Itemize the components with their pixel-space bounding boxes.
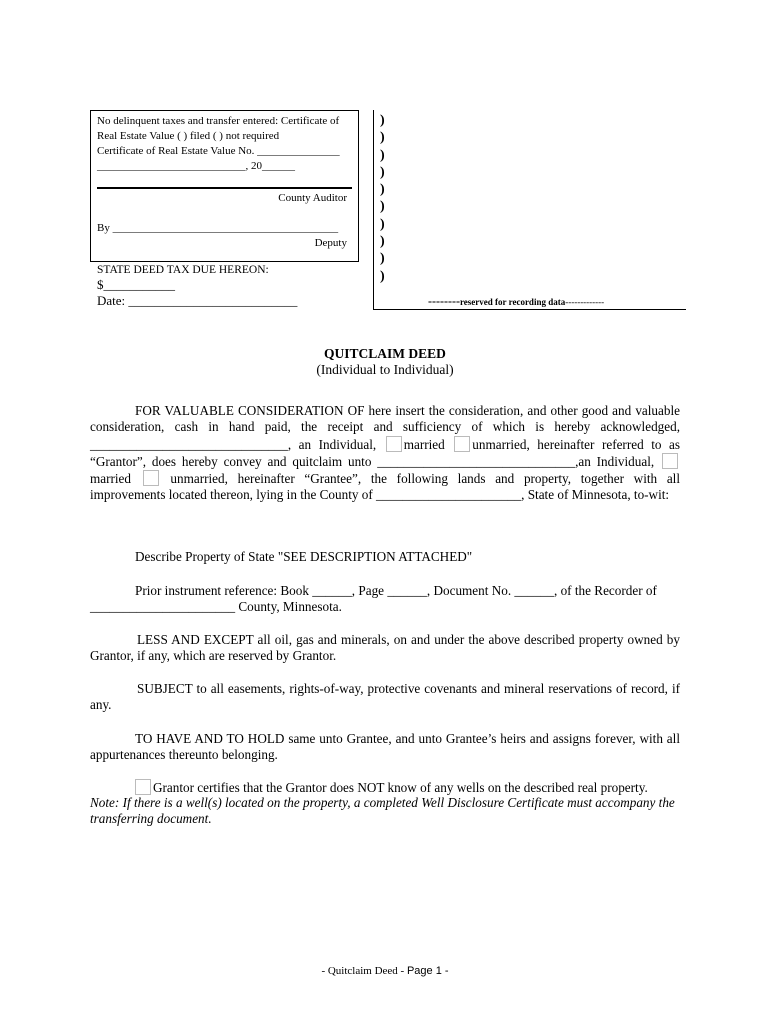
paren: ) — [380, 113, 385, 128]
paren: ) — [380, 164, 385, 180]
recording-parens — [380, 112, 385, 285]
married-label: married — [403, 436, 445, 452]
deed-tax-amount: $___________ — [97, 277, 175, 292]
auditor-signature-rule — [97, 187, 352, 189]
consideration-text-c: unmarried, hereinafter “Grantee”, the following lands and property, together with all improvements located thereon, lying in the County of ______________________, State of Minnesota, to-wit: — [90, 471, 680, 503]
well-disclosure-note: Note: If there is a well(s) located on the property, a completed Well Disclosure Certificate must accompany the transferring document. — [90, 795, 675, 827]
document-subtitle: (Individual to Individual) — [316, 362, 454, 377]
subject-to-paragraph: SUBJECT to all easements, rights-of-way, protective covenants and mineral reservations of record, if any. — [90, 681, 680, 713]
paren: ) — [380, 182, 385, 198]
paren: ) — [380, 147, 385, 163]
grantor-married-checkbox[interactable] — [386, 436, 402, 452]
deputy-label: Deputy — [314, 237, 347, 249]
deed-tax-date: Date: __________________________ — [97, 293, 298, 308]
well-certification-checkbox[interactable] — [135, 779, 151, 795]
property-description: Describe Property of State "SEE DESCRIPTION ATTACHED" — [135, 549, 473, 564]
paren: ) — [380, 216, 385, 232]
paren: ) — [380, 268, 385, 284]
well-certification-text: Grantor certifies that the Grantor does NOT know of any wells on the described real property. — [153, 780, 648, 795]
prior-instrument-reference: Prior instrument reference: Book ______, Page ______, Document No. ______, of the Recorder of — [135, 583, 657, 598]
grantee-unmarried-checkbox[interactable] — [143, 470, 159, 486]
footer-label: - Quitclaim Deed - — [321, 965, 407, 977]
recording-area-left-border — [373, 110, 374, 310]
recording-dashes: -------- — [428, 294, 460, 308]
recording-area-bottom-border — [373, 309, 686, 310]
page-footer — [0, 965, 770, 977]
deed-tax-label: STATE DEED TAX DUE HEREON: — [97, 264, 269, 276]
certificate-line-3: Certificate of Real Estate Value No. _______________ — [97, 145, 340, 157]
paren: ) — [380, 251, 385, 267]
less-and-except-paragraph: LESS AND EXCEPT all oil, gas and minerals, on and under the above described property owned by Grantor, if any, which are reserved by Grantor. — [90, 632, 680, 664]
habendum-paragraph: TO HAVE AND TO HOLD same unto Grantee, and unto Grantee’s heirs and assigns forever, with all appurtenances thereunto belonging. — [90, 731, 680, 763]
paren: ) — [380, 130, 385, 146]
document-title: QUITCLAIM DEED — [324, 346, 446, 361]
paren: ) — [380, 234, 385, 250]
grantee-married-checkbox[interactable] — [662, 453, 678, 469]
well-certification — [135, 779, 685, 796]
recording-label: reserved for recording data — [459, 297, 566, 307]
grantor-unmarried-checkbox[interactable] — [454, 436, 470, 452]
auditor-certificate-box — [90, 110, 359, 262]
certificate-line-2: Real Estate Value ( ) filed ( ) not required — [97, 130, 280, 142]
page-number: Page 1 - — [406, 965, 449, 977]
county-auditor-label: County Auditor — [278, 192, 347, 204]
prior-instrument-county: ______________________ County, Minnesota. — [90, 599, 342, 614]
married-label-2: married — [90, 471, 132, 487]
consideration-text-a: FOR VALUABLE CONSIDERATION OF here insert the consideration, and other good and valuable consideration, cash in hand paid, the receipt and sufficiency of which is hereby acknowledged, ______________________________, an Individual, — [90, 403, 680, 452]
certificate-line-1: No delinquent taxes and transfer entered: Certificate of — [97, 115, 340, 127]
recording-data-label — [428, 294, 604, 309]
certificate-date-line: ___________________________, 20______ — [97, 160, 295, 172]
consideration-text-b: unmarried, hereinafter referred to as “Grantor”, does hereby convey and quitclaim unto ______________________________,an Individual, — [90, 436, 681, 469]
recording-tail: ------------- — [565, 297, 605, 307]
paren: ) — [380, 199, 385, 215]
by-line: By _________________________________________ — [97, 222, 339, 234]
consideration-paragraph — [90, 403, 680, 504]
